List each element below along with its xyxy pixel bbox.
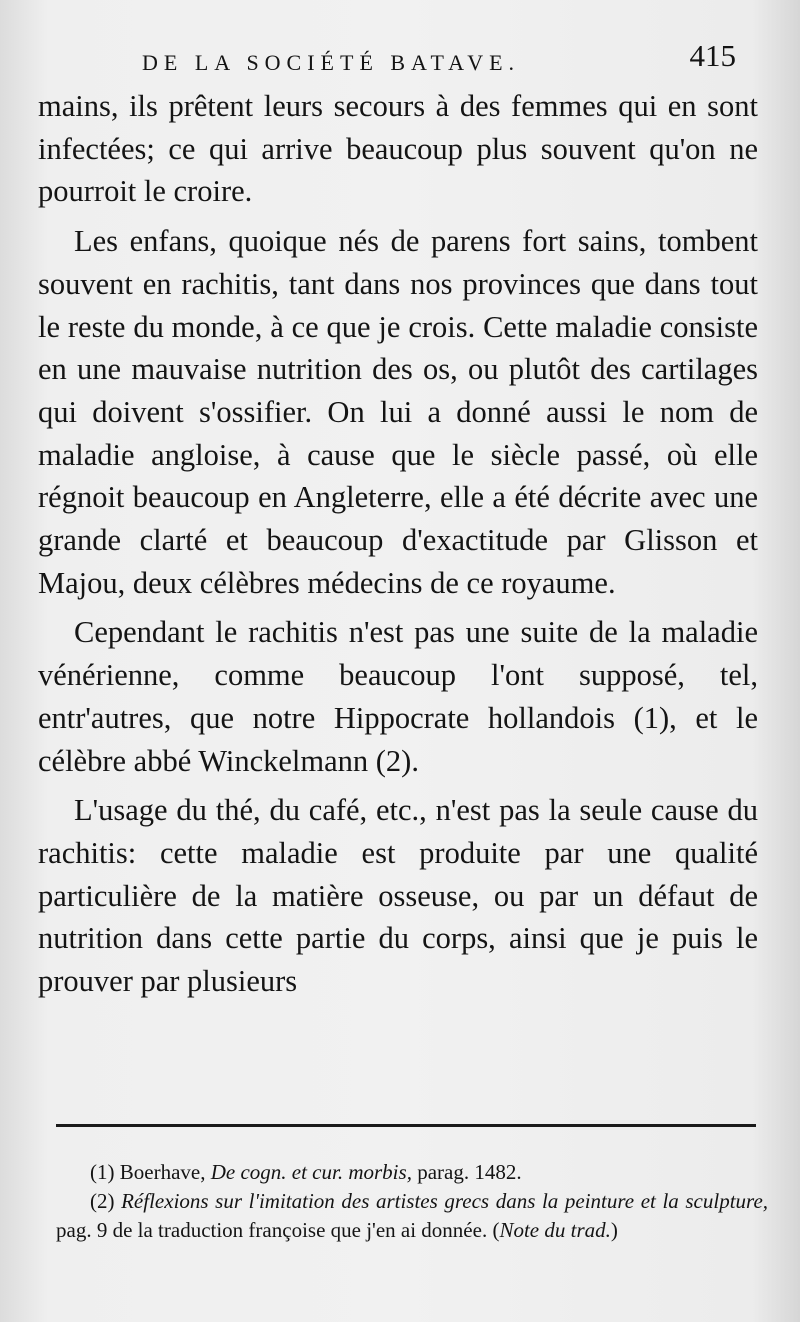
- footnote-1-marker: (1): [90, 1160, 115, 1184]
- footnotes: [56, 1158, 768, 1245]
- running-title: DE LA SOCIÉTÉ BATAVE.: [142, 50, 521, 75]
- footnote-2-note: Note du trad.: [499, 1218, 611, 1242]
- footnote-2: [56, 1187, 768, 1245]
- footnote-1-rest: parag. 1482.: [417, 1160, 522, 1184]
- footnote-2-title: Réflexions sur l'imitation des artistes grecs dans la peinture et la sculpture,: [121, 1189, 769, 1213]
- paragraph-4: L'usage du thé, du café, etc., n'est pas la seule cause du rachitis: cette maladie est produite par une qualité particulière de la matière osseuse, ou par un défaut de nutrition dans cette partie du corps, ainsi que je puis le prouver par plusieurs: [38, 793, 758, 999]
- page-number: 415: [689, 38, 736, 73]
- footnote-1: [56, 1158, 768, 1187]
- paragraph-2: Les enfans, quoique nés de parens fort sains, tombent souvent en rachitis, tant dans nos provinces que dans tout le reste du monde, à ce que je crois. Cette maladie consiste en une mauvaise nutrition des os, ou plutôt des cartilages qui doivent s'ossifier. On lui a donné aussi le nom de maladie angloise, à cause que le siècle passé, où elle régnoit beaucoup en Angleterre, elle a été décrite avec une grande clarté et beaucoup d'exactitude par Glisson et Majou, deux célèbres médecins de ce royaume.: [38, 224, 758, 600]
- footnote-2-close: ): [610, 1218, 618, 1242]
- footnote-2-rest: pag. 9 de la traduction françoise que j'en ai donnée. (: [56, 1218, 500, 1242]
- footnote-1-title: De cogn. et cur. morbis,: [210, 1160, 412, 1184]
- footnote-1-author: Boerhave,: [119, 1160, 206, 1184]
- footnote-2-marker: (2): [90, 1189, 115, 1213]
- paragraph-3: Cependant le rachitis n'est pas une suite de la maladie vénérienne, comme beaucoup l'ont supposé, tel, entr'autres, que notre Hippocrate hollandois (1), et le célèbre abbé Winckelmann (2).: [38, 615, 758, 778]
- paragraph-1: mains, ils prêtent leurs secours à des femmes qui en sont infectées; ce qui arrive beaucoup plus souvent qu'on ne pourroit le croire.: [38, 89, 758, 209]
- page-header: [60, 38, 740, 88]
- footnote-divider: [56, 1124, 756, 1127]
- body-text: [38, 85, 758, 1003]
